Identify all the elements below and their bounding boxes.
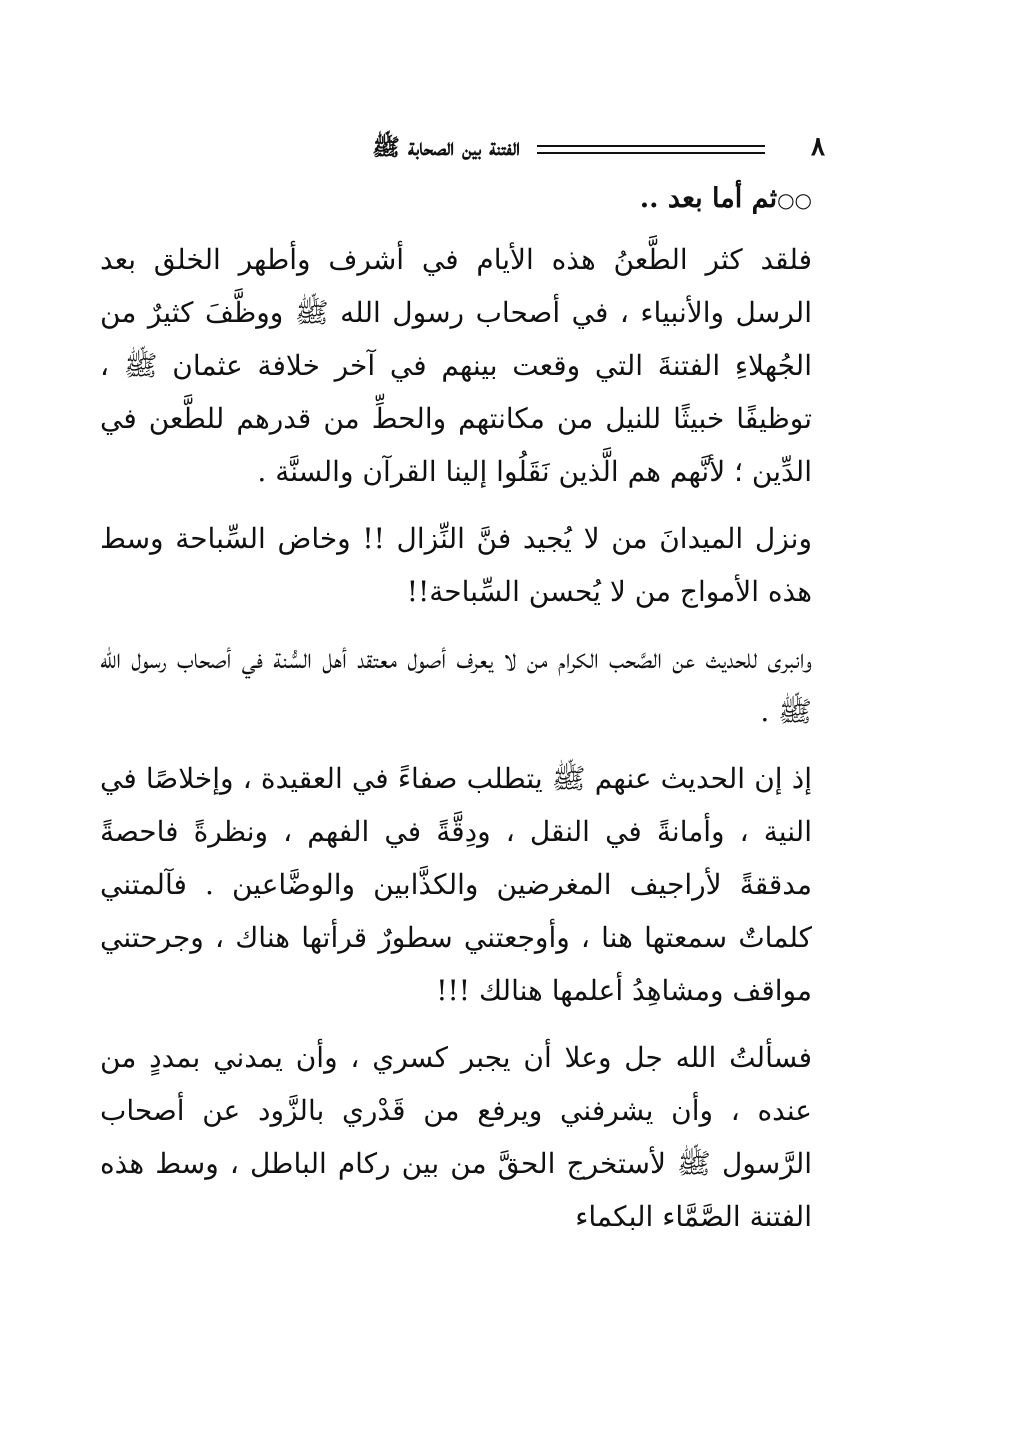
paragraph-3: وانبرى للحديث عن الصَّحب الكرام من لا يعرف أصول معتقد أهل السُّنة في أصحاب رسول الله ﷺ . xyxy=(100,642,812,728)
paragraph-5: فسألتُ الله جل وعلا أن يجبر كسري ، وأن يمدني بمددٍ من عنده ، وأن يشرفني ويرفع من قَدْري بالزَّود عن أصحاب الرَّسول ﷺ لأستخرج الحقَّ من بين ركام الباطل ، وسط هذه الفتنة الصَّمَّاء البكماء xyxy=(100,1041,812,1233)
page-number: ٨ xyxy=(811,132,825,162)
running-title: الفتنة بين الصحابة ﷺ xyxy=(372,134,520,161)
page-header xyxy=(110,128,825,168)
section-intro xyxy=(100,172,812,227)
paragraph-2: ونزل الميدانَ من لا يُجيد فنَّ النِّزال !! وخاض السِّباحة وسط هذه الأمواج من لا يُحسن السِّباحة!! xyxy=(100,522,812,608)
intro-text: ثم أما بعد .. xyxy=(639,183,778,214)
paragraph-1: فلقد كثر الطَّعنُ هذه الأيام في أشرف وأطهر الخلق بعد الرسل والأنبياء ، في أصحاب رسول الله ﷺ ووظَّفَ كثيرٌ من الجُهلاءِ الفتنةَ التي وقعت بينهم في آخر خلافة عثمان ﷺ ، توظيفًا خبيثًا للنيل من مكانتهم والحطِّ من قدرهم للطَّعن في الدِّين ؛ لأنَّهم هم الَّذين نَقَلُوا إلينا القرآن والسنَّة . xyxy=(100,243,812,488)
header-rule xyxy=(537,145,765,154)
paragraph-4: إذ إن الحديث عنهم ﷺ يتطلب صفاءً في العقيدة ، وإخلاصًا في النية ، وأمانةً في النقل ، ودِقَّةً في الفهم ، ونظرةً فاحصةً مدققةً لأراجيف المغرضين والكذَّابين والوضَّاعين . فآلمتني كلماتٌ سمعتها هنا ، وأوجعتني سطورٌ قرأتها هناك ، وجرحتني مواقف ومشاهِدُ أعلمها هنالك !!! xyxy=(100,762,812,1007)
intro-marker: ○○ xyxy=(777,188,812,212)
page-body xyxy=(100,172,812,1257)
